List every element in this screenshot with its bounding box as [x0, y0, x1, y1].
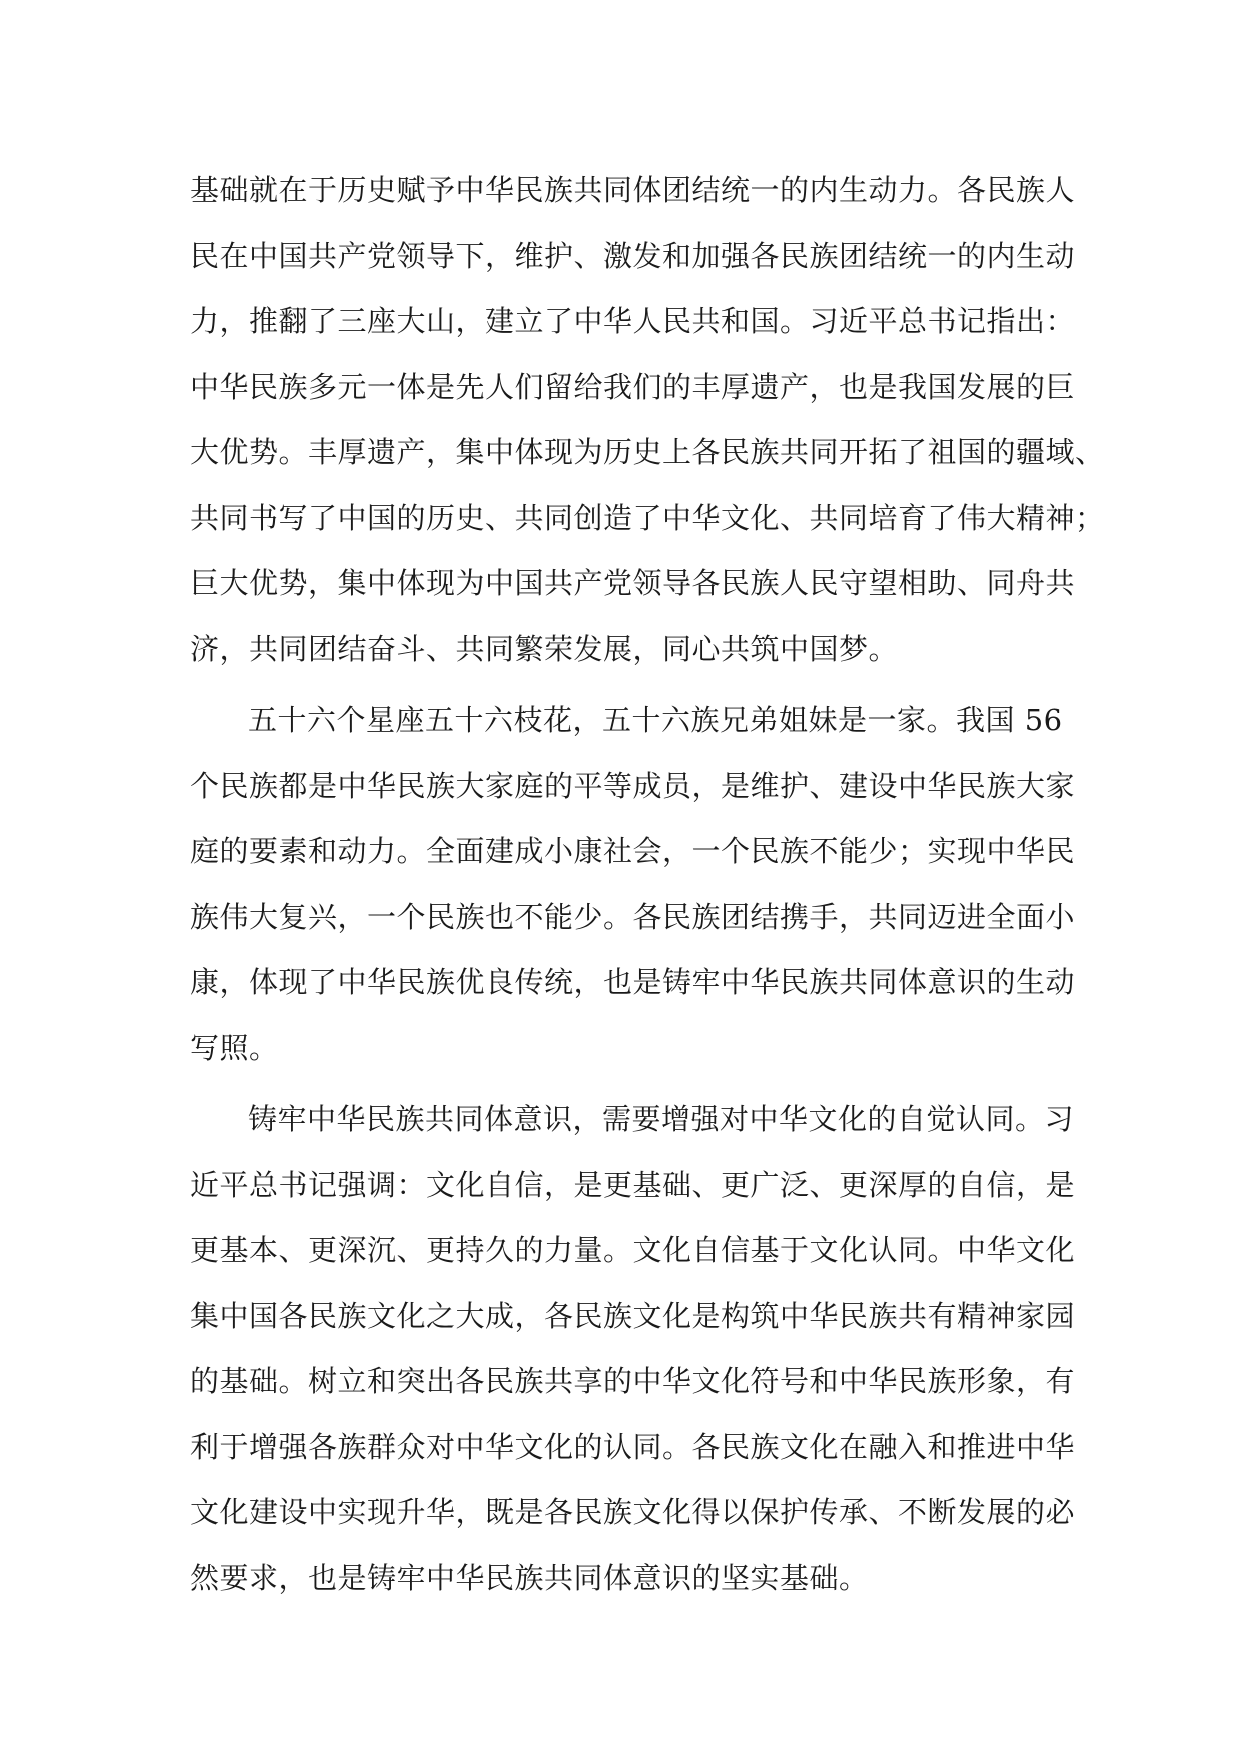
text-line: 康，体现了中华民族优良传统，也是铸牢中华民族共同体意识的生动	[190, 965, 1076, 999]
text-line: 写照。	[190, 1030, 279, 1065]
text-line: 民在中国共产党领导下，维护、激发和加强各民族团结统一的内生动	[190, 238, 1076, 273]
text-line: 大优势。丰厚遗产，集中体现为历史上各民族共同开拓了祖国的疆域、	[190, 435, 1105, 469]
paragraph	[190, 158, 1105, 682]
text-line: 个民族都是中华民族大家庭的平等成员，是维护、建设中华民族大家	[190, 768, 1076, 803]
text-line: 庭的要素和动力。全面建成小康社会，一个民族不能少；实现中华民	[190, 834, 1076, 868]
text-line: 的基础。树立和突出各民族共享的中华文化符号和中华民族形象，有	[190, 1364, 1076, 1398]
text-line: 近平总书记强调：文化自信，是更基础、更广泛、更深厚的自信，是	[190, 1167, 1076, 1202]
text-line: 更基本、更深沉、更持久的力量。文化自信基于文化认同。中华文化	[190, 1233, 1076, 1267]
text-line: 文化建设中实现升华，既是各民族文化得以保护传承、不断发展的必	[190, 1495, 1076, 1529]
text-line: 铸牢中华民族共同体意识，需要增强对中华文化的自觉认同。习	[248, 1102, 1075, 1136]
text-line: 族伟大复兴，一个民族也不能少。各民族团结携手，共同迈进全面小	[190, 899, 1076, 934]
paragraph	[190, 1087, 1076, 1611]
paragraph	[190, 688, 1076, 1081]
text-line: 共同书写了中国的历史、共同创造了中华文化、共同培育了伟大精神；	[190, 500, 1105, 535]
text-line: 中华民族多元一体是先人们留给我们的丰厚遗产，也是我国发展的巨	[190, 369, 1076, 404]
text-line: 五十六个星座五十六枝花，五十六族兄弟姐妹是一家。我国 56	[248, 703, 1063, 737]
text-line: 基础就在于历史赋予中华民族共同体团结统一的内生动力。各民族人	[190, 173, 1076, 207]
text-line: 利于增强各族群众对中华文化的认同。各民族文化在融入和推进中华	[190, 1429, 1076, 1464]
text-line: 巨大优势，集中体现为中国共产党领导各民族人民守望相助、同舟共	[190, 566, 1076, 600]
text-line: 济，共同团结奋斗、共同繁荣发展，同心共筑中国梦。	[190, 631, 899, 666]
text-line: 集中国各民族文化之大成，各民族文化是构筑中华民族共有精神家园	[190, 1298, 1076, 1333]
text-line: 力，推翻了三座大山，建立了中华人民共和国。习近平总书记指出：	[190, 304, 1076, 338]
document-body	[190, 158, 1105, 1611]
text-line: 然要求，也是铸牢中华民族共同体意识的坚实基础。	[190, 1560, 869, 1595]
